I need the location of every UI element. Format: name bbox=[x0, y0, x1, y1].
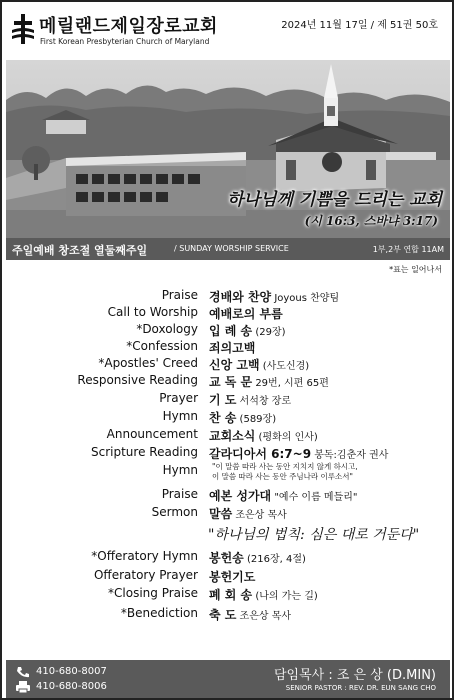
sermon-title: "하나님의 법칙: 심은 대로 거둔다" bbox=[208, 527, 420, 543]
order-value: 죄의고백 bbox=[209, 341, 256, 355]
order-label: Announcement bbox=[106, 427, 198, 441]
standing-note: *표는 일어나서 bbox=[389, 265, 442, 274]
order-label: Praise bbox=[161, 487, 198, 501]
order-label: Responsive Reading bbox=[77, 373, 198, 387]
church-photo bbox=[6, 60, 450, 238]
list-item bbox=[2, 288, 454, 306]
order-label: Sermon bbox=[151, 505, 198, 519]
order-label: Hymn bbox=[162, 409, 198, 423]
order-value: 신앙 고백 (사도신경) bbox=[209, 358, 310, 372]
list-item bbox=[2, 427, 454, 445]
order-value: 예배로의 부름 bbox=[209, 307, 283, 321]
issue-date: 2024년 11월 17일 / 제 51권 50호 bbox=[281, 20, 438, 31]
order-value: 예본 성가대 "예수 이름 메들리" bbox=[209, 489, 358, 503]
list-item bbox=[2, 339, 454, 357]
phone-number: 410-680-8007 bbox=[36, 666, 107, 677]
list-item bbox=[2, 391, 454, 409]
list-item bbox=[2, 356, 454, 374]
service-bar bbox=[6, 238, 450, 260]
list-item bbox=[2, 549, 454, 567]
list-item bbox=[2, 445, 454, 463]
church-logo-icon bbox=[12, 14, 34, 44]
list-item bbox=[2, 606, 454, 624]
service-title-en: / SUNDAY WORSHIP SERVICE bbox=[174, 244, 289, 253]
footer bbox=[6, 660, 450, 698]
order-value: 갈라디아서 6:7~9 봉독:김춘자 권사 bbox=[209, 447, 389, 461]
list-item bbox=[2, 373, 454, 391]
fax-icon bbox=[16, 681, 30, 693]
pastor-name-en: SENIOR PASTOR : REV. DR. EUN SANG CHO bbox=[285, 684, 436, 692]
list-item bbox=[2, 487, 454, 505]
theme-title: 하나님께 기쁨을 드리는 교회 bbox=[227, 190, 442, 210]
order-value: 교 독 문 29번, 시편 65편 bbox=[209, 375, 329, 389]
order-value: 경배와 찬양 Joyous 찬양팀 bbox=[209, 290, 340, 304]
list-item bbox=[2, 568, 454, 586]
order-value: 입 례 송 (29장) bbox=[209, 324, 286, 338]
church-name-ko: 메릴랜드제일장로교회 bbox=[39, 16, 218, 37]
list-item bbox=[2, 586, 454, 604]
service-time: 1부,2부 연합 11AM bbox=[372, 245, 444, 254]
order-label: Call to Worship bbox=[107, 305, 198, 319]
order-value: 말씀 조은상 목사 bbox=[209, 507, 287, 521]
order-label: *Closing Praise bbox=[108, 586, 198, 600]
order-label: Offeratory Prayer bbox=[93, 568, 198, 582]
order-label: *Confession bbox=[126, 339, 198, 353]
order-value: 교회소식 (평화의 인사) bbox=[209, 429, 318, 443]
list-item bbox=[2, 305, 454, 323]
hymn-lyrics: "이 말씀 따라 사는 동안 지치지 않게 하시고, 이 말씀 따라 사는 동안 주님나라 이루소서" bbox=[212, 462, 358, 481]
order-value: 기 도 서석창 장로 bbox=[209, 393, 292, 407]
list-item bbox=[2, 409, 454, 427]
order-label: Prayer bbox=[159, 391, 198, 405]
header bbox=[2, 2, 452, 60]
order-label: *Benediction bbox=[120, 606, 198, 620]
order-value: 폐 회 송 (나의 가는 길) bbox=[209, 588, 318, 602]
pastor-name-ko: 담임목사 : 조 은 상 (D.MIN) bbox=[273, 668, 436, 683]
church-name-en: First Korean Presbyterian Church of Maryland bbox=[40, 37, 210, 46]
order-label: Scripture Reading bbox=[91, 445, 198, 459]
order-label: *Apostles' Creed bbox=[98, 356, 198, 370]
order-label: Hymn bbox=[162, 463, 198, 477]
service-title-ko: 주일예배 창조절 열둘째주일 bbox=[12, 244, 148, 257]
order-value: 봉헌기도 bbox=[209, 570, 256, 584]
list-item bbox=[2, 505, 454, 523]
list-item bbox=[2, 322, 454, 340]
order-value: 축 도 조은상 목사 bbox=[209, 608, 292, 622]
order-value: 찬 송 (589장) bbox=[209, 411, 277, 425]
phone-icon bbox=[16, 666, 30, 678]
fax-number: 410-680-8006 bbox=[36, 681, 107, 692]
order-label: *Offeratory Hymn bbox=[91, 549, 198, 563]
order-value: 봉헌송 (216장, 4절) bbox=[209, 551, 306, 565]
order-label: *Doxology bbox=[136, 322, 198, 336]
theme-reference: (시 16:3, 스바냐 3:17) bbox=[304, 214, 438, 228]
order-label: Praise bbox=[161, 288, 198, 302]
